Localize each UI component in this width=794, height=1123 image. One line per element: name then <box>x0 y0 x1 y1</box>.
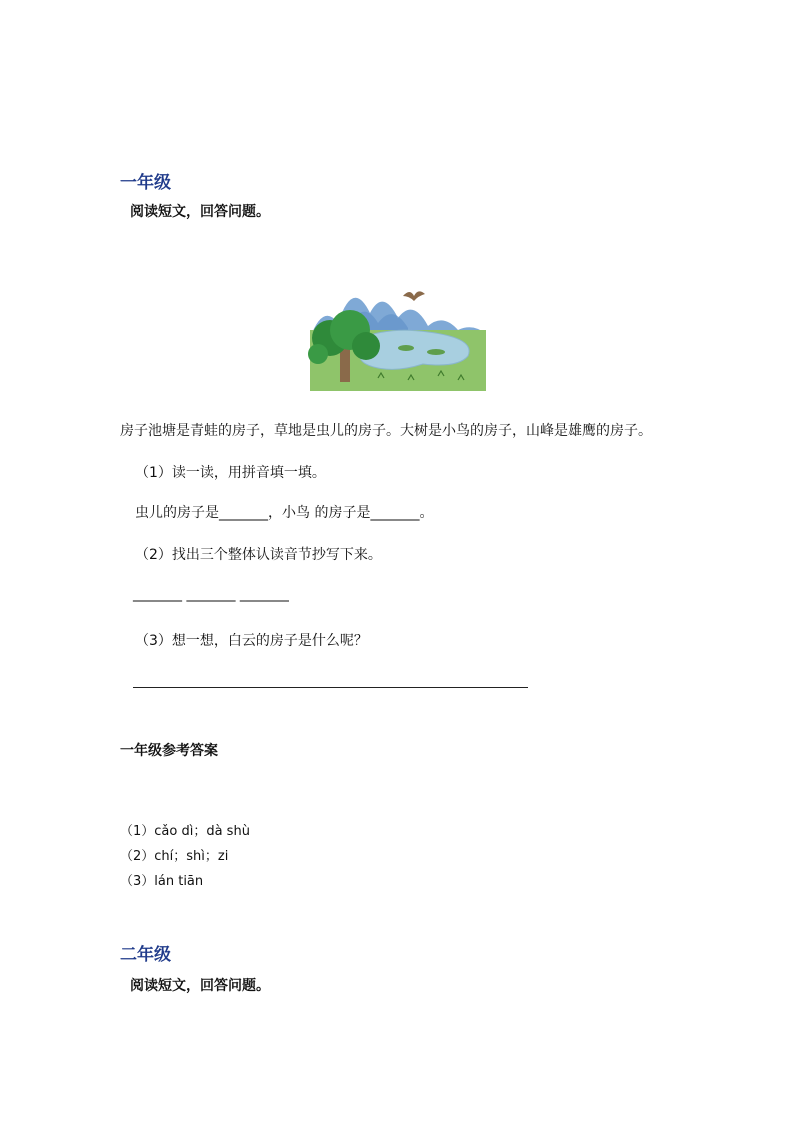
answer-3: （3）lán tiān <box>120 874 204 889</box>
pond-scene-illustration <box>308 268 488 393</box>
grade-title-1: 一年级 <box>120 173 171 193</box>
instruction-1: 阅读短文，回答问题。 <box>130 204 270 220</box>
question-2: （2）找出三个整体认读音节抄写下来。 <box>135 547 382 563</box>
answer-2: （2）chí；shì；zi <box>120 849 229 864</box>
answer-1: （1）cǎo dì；dà shù <box>120 824 250 839</box>
passage-text: 房子池塘是青蛙的房子，草地是虫儿的房子。大树是小鸟的房子，山峰是雄鹰的房子。 <box>120 423 652 439</box>
question-3: （3）想一想，白云的房子是什么呢？ <box>135 633 368 649</box>
instruction-2: 阅读短文，回答问题。 <box>130 978 270 994</box>
question-2-blanks: _______ _______ _______ <box>133 586 289 602</box>
answer-line <box>133 687 528 688</box>
answers-title: 一年级参考答案 <box>120 743 218 759</box>
question-1-fill: 虫儿的房子是_______，小鸟 的房子是_______。 <box>135 505 434 521</box>
grade-title-2: 二年级 <box>120 945 171 965</box>
question-1: （1）读一读，用拼音填一填。 <box>135 465 326 481</box>
